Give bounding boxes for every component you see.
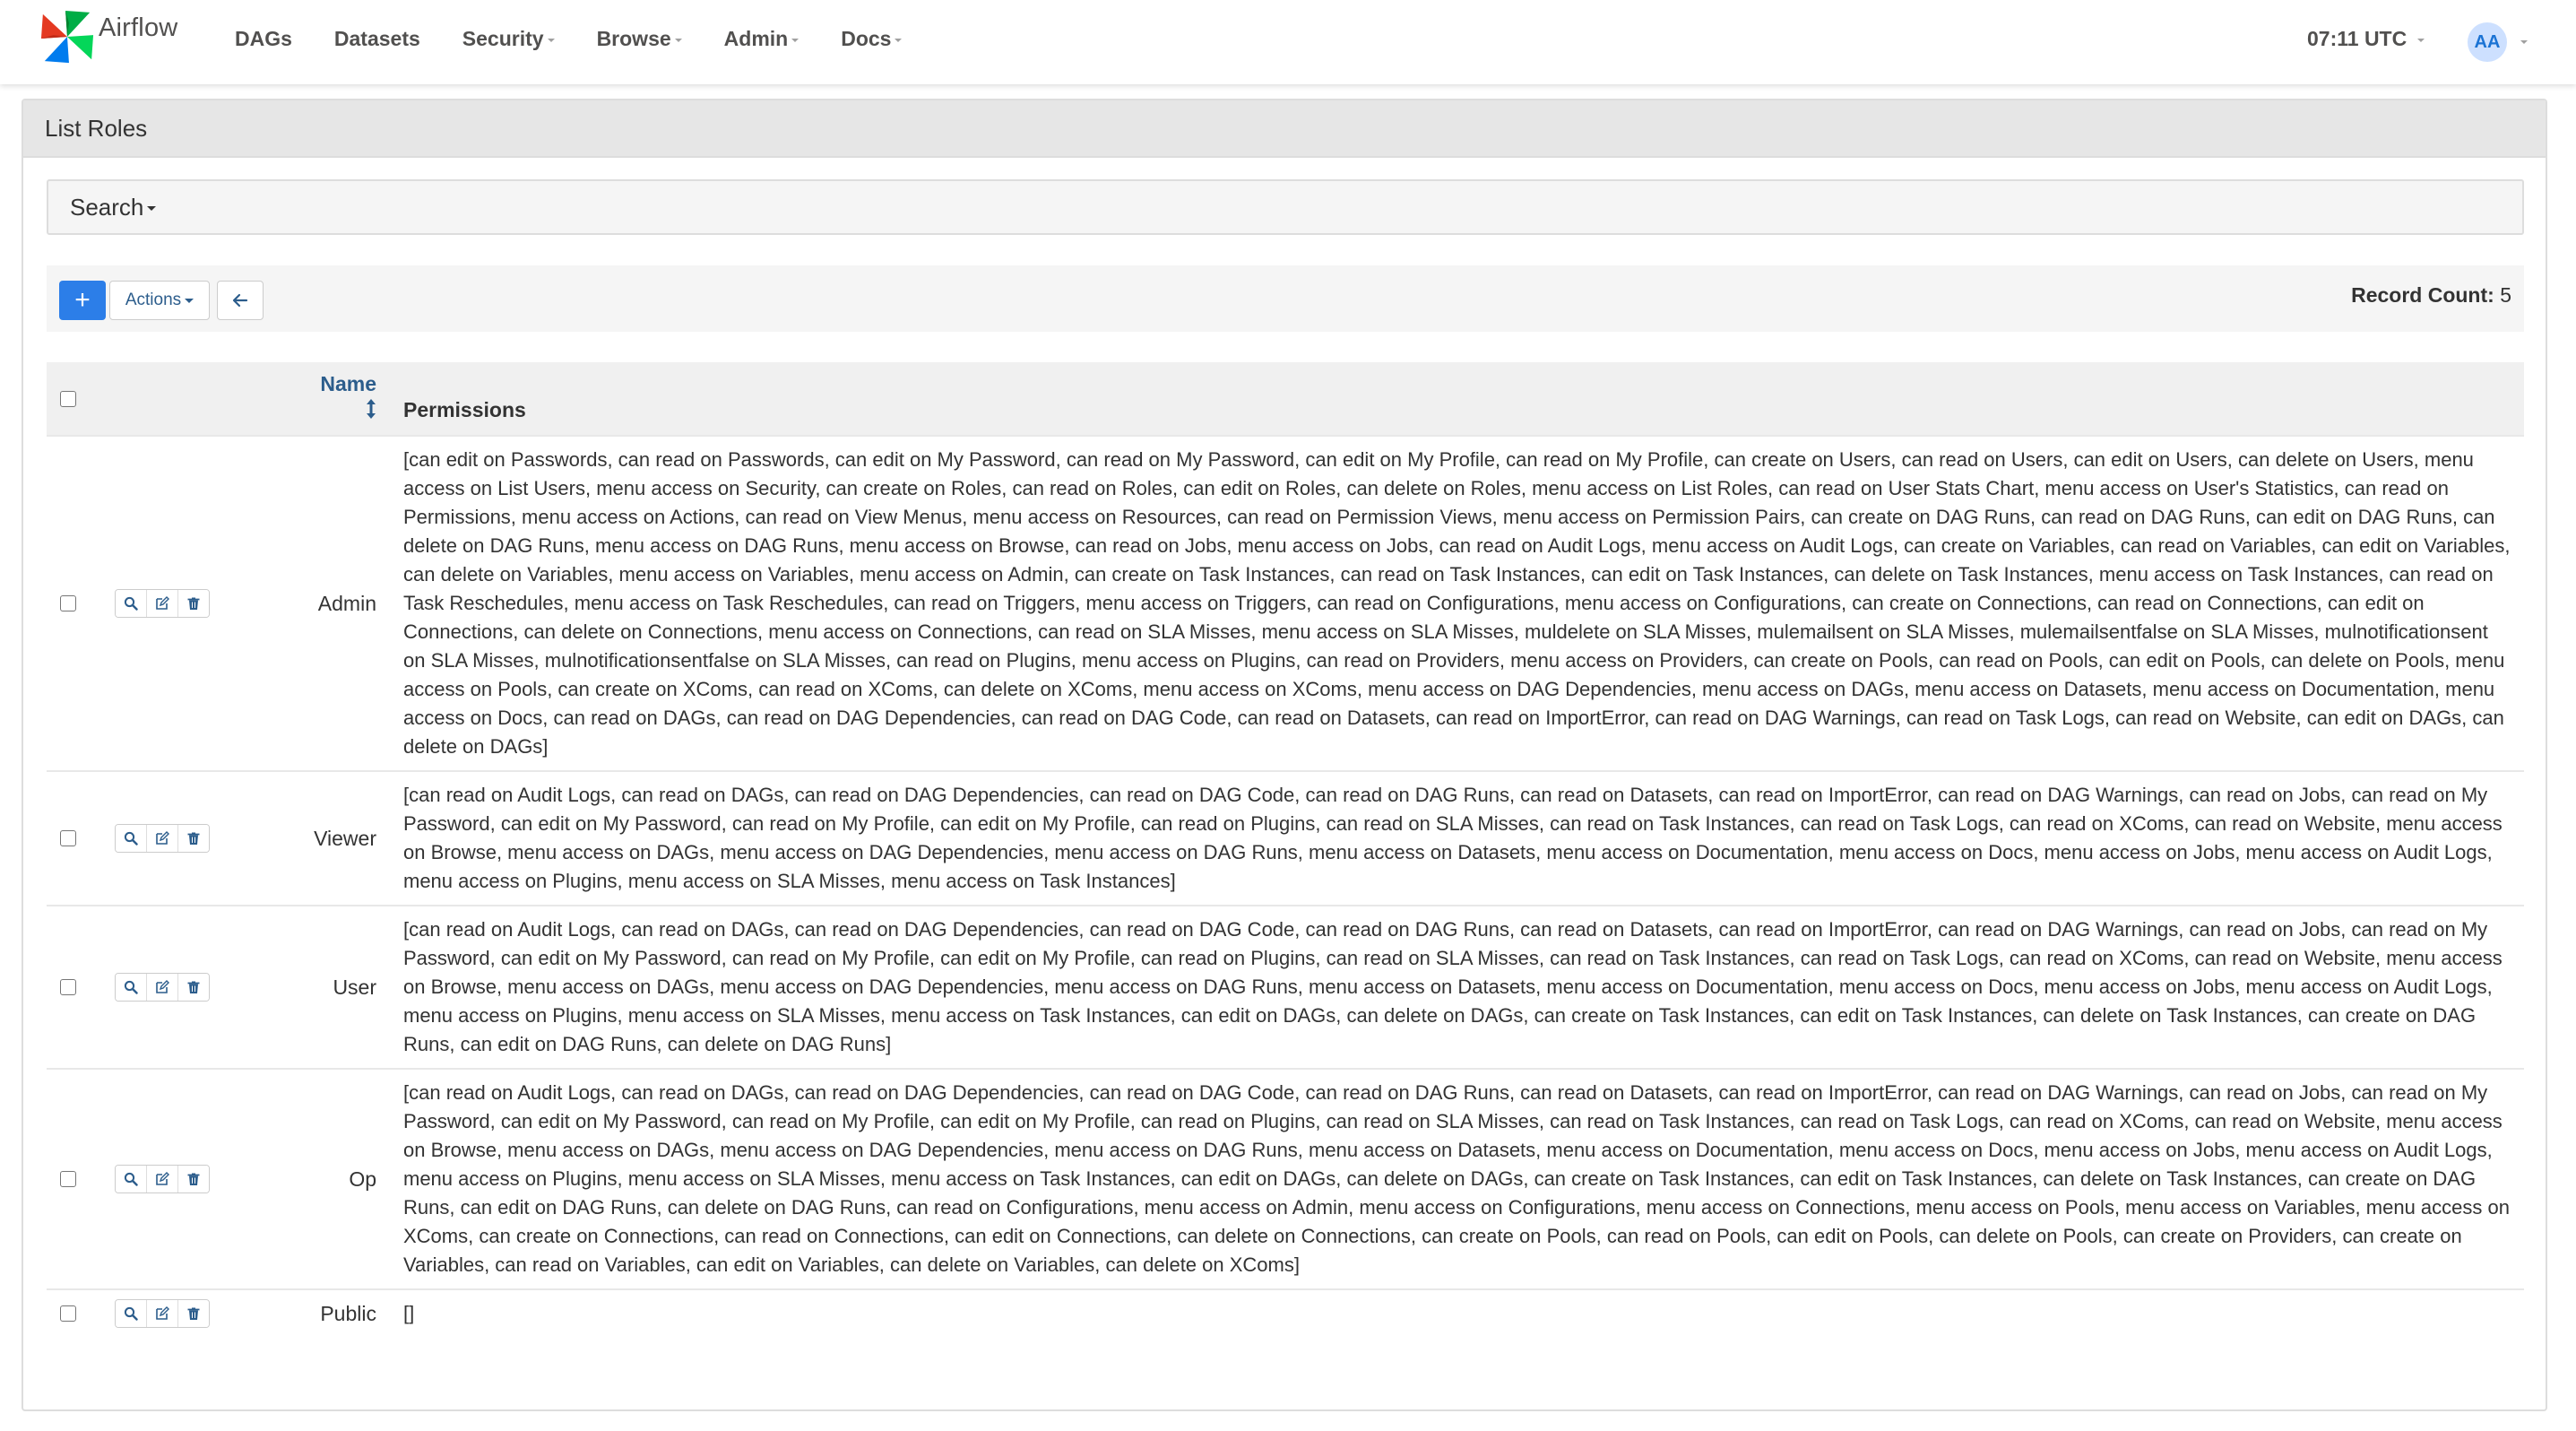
roles-table-wrap (47, 362, 2524, 1337)
record-count (2351, 283, 2511, 308)
show-record-button[interactable] (116, 1166, 147, 1192)
row-actions (115, 1165, 210, 1193)
nav-docs[interactable] (841, 27, 902, 51)
search-icon (124, 1172, 138, 1186)
row-checkbox[interactable] (60, 595, 76, 611)
search-icon (124, 831, 138, 846)
role-permissions: [can read on Audit Logs, can read on DAGs, can read on DAG Dependencies, can read on DAG Code, can read on DAG Runs, can read on Datasets, can read on ImportError, can read on DAG Warnings, can read on Jobs, can read on My Password, can edit on My Password, can read on My Profile, can edit on My Profile, can read on Plugins, can read on SLA Misses, can read on Task Instances, can read on Task Logs, can read on XComs, can read on Website, menu access on Browse, menu access on DAGs, menu access on DAG Dependencies, menu access on DAG Runs, menu access on Datasets, menu access on Documentation, menu access on Docs, menu access on Jobs, menu access on Audit Logs, menu access on Plugins, menu access on SLA Misses, menu access on Task Instances, can edit on DAGs, can delete on DAGs, can create on Task Instances, can edit on Task Instances, can delete on Task Instances, can create on DAG Runs, can edit on DAG Runs, can delete on DAG Runs, can read on Configurations, menu access on Admin, menu access on Configurations, menu access on Connections, menu access on Pools, menu access on Variables, menu access on XComs, can create on Connections, can read on Connections, can edit on Connections, can delete on Connections, can create on Pools, can read on Pools, can edit on Pools, can delete on Pools, can create on Providers, can create on Variables, can read on Variables, can edit on Variables, can delete on Variables, can delete on XComs] (384, 1069, 2524, 1289)
edit-icon (155, 980, 169, 994)
table-row (47, 1289, 2524, 1337)
delete-record-button[interactable] (178, 590, 209, 617)
record-count-value: 5 (2500, 283, 2511, 307)
row-actions (115, 824, 210, 853)
select-all-checkbox[interactable] (60, 391, 76, 407)
edit-record-button[interactable] (147, 825, 178, 852)
search-icon (124, 980, 138, 994)
name-header-label: Name (320, 372, 376, 395)
search-icon (124, 1306, 138, 1321)
role-permissions: [can read on Audit Logs, can read on DAGs, can read on DAG Dependencies, can read on DAG Code, can read on DAG Runs, can read on Datasets, can read on ImportError, can read on DAG Warnings, can read on Jobs, can read on My Password, can edit on My Password, can read on My Profile, can edit on My Profile, can read on Plugins, can read on SLA Misses, can read on Task Instances, can read on Task Logs, can read on XComs, can read on Website, menu access on Browse, menu access on DAGs, menu access on DAG Dependencies, menu access on DAG Runs, menu access on Datasets, menu access on Documentation, menu access on Docs, menu access on Jobs, menu access on Audit Logs, menu access on Plugins, menu access on SLA Misses, menu access on Task Instances] (384, 771, 2524, 906)
row-checkbox[interactable] (60, 1305, 76, 1322)
trash-icon (186, 1306, 201, 1321)
edit-record-button[interactable] (147, 590, 178, 617)
table-row (47, 906, 2524, 1069)
table-row (47, 1069, 2524, 1289)
roles-table (47, 362, 2524, 1337)
caret-down-icon (548, 39, 555, 42)
edit-icon (155, 831, 169, 846)
delete-record-button[interactable] (178, 825, 209, 852)
sort-icon (291, 398, 376, 422)
nav-browse[interactable] (597, 27, 682, 51)
row-actions (115, 589, 210, 618)
edit-record-button[interactable] (147, 1300, 178, 1327)
trash-icon (186, 831, 201, 846)
trash-icon (186, 980, 201, 994)
record-count-label: Record Count: (2351, 283, 2494, 307)
panel-title: List Roles (23, 100, 2546, 158)
show-record-button[interactable] (116, 1300, 147, 1327)
search-icon (124, 596, 138, 611)
caret-down-icon (895, 39, 902, 42)
list-roles-panel (22, 99, 2547, 1411)
nav-dags[interactable] (235, 27, 292, 51)
trash-icon (186, 596, 201, 611)
role-permissions: [] (384, 1289, 2524, 1337)
role-name: Admin (290, 436, 384, 771)
row-actions (115, 1299, 210, 1328)
caret-down-icon (185, 299, 194, 303)
nav-dags-label: DAGs (235, 27, 292, 50)
caret-down-icon (2417, 39, 2425, 42)
nav-datasets[interactable] (334, 27, 420, 51)
search-toggle[interactable] (70, 194, 156, 221)
role-name: Public (290, 1289, 384, 1337)
edit-record-button[interactable] (147, 1166, 178, 1192)
brand[interactable] (39, 9, 177, 65)
edit-record-button[interactable] (147, 974, 178, 1001)
role-name: Op (290, 1069, 384, 1289)
list-toolbar (47, 265, 2524, 332)
airflow-logo-icon (39, 9, 95, 65)
table-header-row (47, 362, 2524, 436)
row-actions (115, 973, 210, 1002)
clock-label: 07:11 UTC (2307, 27, 2407, 50)
edit-icon (155, 596, 169, 611)
caret-down-icon (791, 39, 799, 42)
role-permissions: [can read on Audit Logs, can read on DAGs, can read on DAG Dependencies, can read on DAG Code, can read on DAG Runs, can read on Datasets, can read on ImportError, can read on DAG Warnings, can read on Jobs, can read on My Password, can edit on My Password, can read on My Profile, can edit on My Profile, can read on Plugins, can read on SLA Misses, can read on Task Instances, can read on Task Logs, can read on XComs, can read on Website, menu access on Browse, menu access on DAGs, menu access on DAG Dependencies, menu access on DAG Runs, menu access on Datasets, menu access on Documentation, menu access on Docs, menu access on Jobs, menu access on Audit Logs, menu access on Plugins, menu access on SLA Misses, menu access on Task Instances, can edit on DAGs, can delete on DAGs, can create on Task Instances, can edit on Task Instances, can delete on Task Instances, can create on DAG Runs, can edit on DAG Runs, can delete on DAG Runs] (384, 906, 2524, 1069)
caret-down-icon (675, 39, 682, 42)
nav-admin[interactable] (724, 27, 800, 51)
user-avatar[interactable]: AA (2468, 22, 2507, 62)
role-permissions: [can edit on Passwords, can read on Passwords, can edit on My Password, can read on My Password, can edit on My Profile, can read on My Profile, can create on Users, can read on Users, can edit on Users, can delete on Users, menu access on List Users, menu access on Security, can create on Roles, can read on Roles, can edit on Roles, can delete on Roles, menu access on List Roles, can read on User Stats Chart, menu access on User's Statistics, can read on Permissions, menu access on Actions, can read on View Menus, menu access on Resources, can read on Permission Views, menu access on Permission Pairs, can create on DAG Runs, can read on DAG Runs, can edit on DAG Runs, can delete on DAG Runs, menu access on DAG Runs, menu access on Browse, can read on Jobs, menu access on Jobs, can read on Audit Logs, menu access on Audit Logs, can create on Variables, can read on Variables, can edit on Variables, can delete on Variables, menu access on Variables, menu access on Admin, can create on Task Instances, can read on Task Instances, can edit on Task Instances, can delete on Task Instances, menu access on Task Instances, can read on Task Reschedules, menu access on Task Reschedules, can read on Triggers, menu access on Triggers, can read on Configurations, menu access on Configurations, can create on Connections, can read on Connections, can edit on Connections, can delete on Connections, menu access on Connections, can read on SLA Misses, menu access on SLA Misses, muldelete on SLA Misses, mulemailsent on SLA Misses, mulemailsentfalse on SLA Misses, mulnotificationsent on SLA Misses, mulnotificationsentfalse on SLA Misses, can read on Plugins, menu access on Plugins, can read on Providers, menu access on Providers, can create on Pools, can read on Pools, can edit on Pools, can delete on Pools, menu access on Pools, can create on XComs, can read on XComs, can delete on XComs, menu access on XComs, menu access on DAG Dependencies, menu access on DAGs, menu access on Datasets, menu access on Documentation, menu access on Docs, can read on DAGs, can read on DAG Dependencies, can read on DAG Code, can read on Datasets, can read on ImportError, can read on DAG Warnings, can read on Task Logs, can read on Website, can edit on DAGs, can delete on DAGs] (384, 436, 2524, 771)
table-row (47, 436, 2524, 771)
actions-label: Actions (125, 291, 182, 309)
main-nav (235, 27, 944, 51)
nav-browse-label: Browse (596, 27, 671, 50)
add-record-button[interactable]: + (59, 281, 106, 320)
permissions-column-header: Permissions (403, 398, 526, 421)
nav-security-label: Security (462, 27, 544, 50)
name-column-header[interactable] (290, 362, 384, 436)
caret-down-icon[interactable] (2520, 40, 2528, 44)
navbar (0, 0, 2576, 84)
role-name: User (290, 906, 384, 1069)
search-label: Search (70, 193, 144, 221)
search-bar (47, 179, 2524, 235)
nav-docs-label: Docs (841, 27, 892, 50)
nav-admin-label: Admin (723, 27, 789, 50)
role-name: Viewer (290, 771, 384, 906)
show-record-button[interactable] (116, 590, 147, 617)
row-checkbox[interactable] (60, 979, 76, 995)
back-button[interactable] (217, 281, 264, 320)
arrow-left-icon (232, 292, 248, 308)
edit-icon (155, 1306, 169, 1321)
edit-icon (155, 1172, 169, 1186)
row-checkbox[interactable] (60, 830, 76, 846)
row-checkbox[interactable] (60, 1171, 76, 1187)
delete-record-button[interactable] (178, 1300, 209, 1327)
utc-clock[interactable] (2307, 27, 2425, 51)
delete-record-button[interactable] (178, 974, 209, 1001)
show-record-button[interactable] (116, 974, 147, 1001)
brand-name: Airflow (99, 13, 178, 42)
nav-security[interactable] (462, 27, 555, 51)
table-row (47, 771, 2524, 906)
show-record-button[interactable] (116, 825, 147, 852)
nav-datasets-label: Datasets (333, 27, 420, 50)
caret-down-icon (147, 206, 156, 211)
trash-icon (186, 1172, 201, 1186)
delete-record-button[interactable] (178, 1166, 209, 1192)
actions-dropdown[interactable] (109, 281, 210, 320)
